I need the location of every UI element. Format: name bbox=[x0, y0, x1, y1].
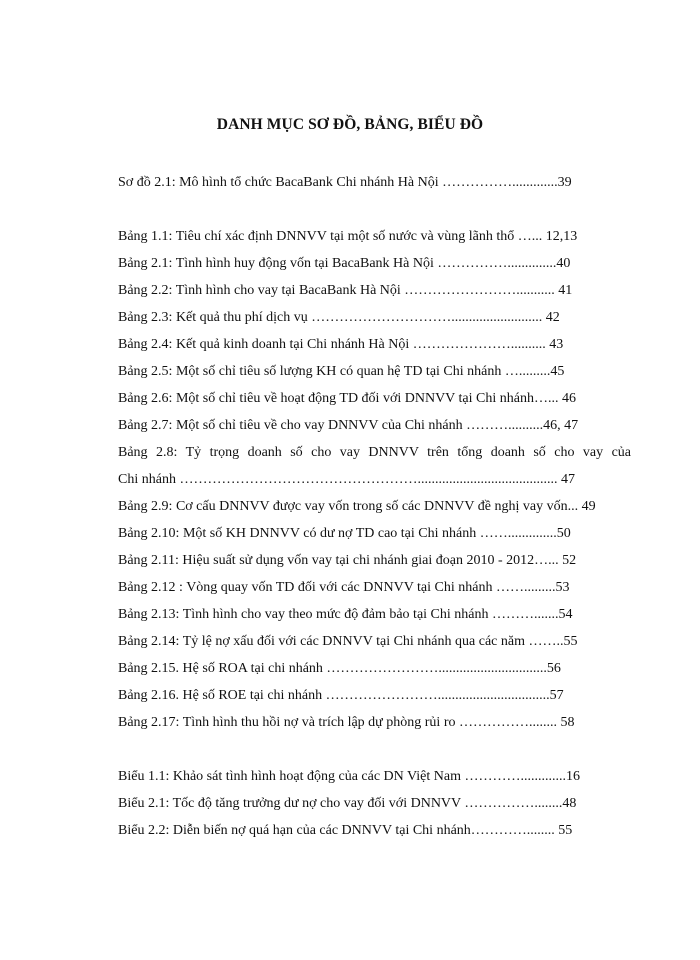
toc-entry-chart: Biểu 2.2: Diễn biến nợ quá hạn của các DNNVV tại Chi nhánh…………........ 55 bbox=[118, 823, 573, 838]
toc-entry-table: Bảng 2.9: Cơ cấu DNNVV được vay vốn trong số các DNNVV đề nghị vay vốn... 49 bbox=[118, 499, 596, 514]
toc-entry-chart: Biểu 2.1: Tốc độ tăng trưởng dư nợ cho vay đối với DNNVV ……………........48 bbox=[118, 796, 577, 811]
toc-entry-table: Bảng 2.5: Một số chỉ tiêu số lượng KH có quan hệ TD tại Chi nhánh ….........45 bbox=[118, 364, 565, 379]
toc-entry-table-continuation: Chi nhánh ……………………………………………........................................ 47 bbox=[118, 472, 575, 487]
toc-entry-table: Bảng 2.13: Tình hình cho vay theo mức độ đảm bảo tại Chi nhánh ……….......54 bbox=[118, 607, 573, 622]
toc-entry-table: Bảng 2.17: Tình hình thu hồi nợ và trích lập dự phòng rủi ro ……………........ 58 bbox=[118, 715, 575, 730]
toc-entry-table: Bảng 2.3: Kết quả thu phí dịch vụ ………………………….......................... 42 bbox=[118, 310, 560, 325]
toc-entry-diagram: Sơ đồ 2.1: Mô hình tổ chức BacaBank Chi nhánh Hà Nội …………….............39 bbox=[118, 175, 572, 190]
toc-entry-table: Bảng 2.16. Hệ số ROE tại chi nhánh ……………………................................57 bbox=[118, 688, 564, 703]
toc-entry-table: Bảng 2.4: Kết quả kinh doanh tại Chi nhánh Hà Nội ………………….......... 43 bbox=[118, 337, 564, 352]
toc-entry-table: Bảng 2.12 : Vòng quay vốn TD đối với các DNNVV tại Chi nhánh …….........53 bbox=[118, 580, 570, 595]
toc-entry-table: Bảng 2.10: Một số KH DNNVV có dư nợ TD cao tại Chi nhánh ……..............50 bbox=[118, 526, 571, 541]
page-title: DANH MỤC SƠ ĐỒ, BẢNG, BIỂU ĐỒ bbox=[216, 116, 484, 133]
toc-entry-table: Bảng 1.1: Tiêu chí xác định DNNVV tại một số nước và vùng lãnh thổ …... 12,13 bbox=[118, 229, 578, 244]
toc-entry-table: Bảng 2.2: Tình hình cho vay tại BacaBank Hà Nội ……………………........... 41 bbox=[118, 283, 573, 298]
toc-entry-table: Bảng 2.7: Một số chỉ tiêu về cho vay DNNVV của Chi nhánh ………..........46, 47 bbox=[118, 418, 579, 433]
toc-entry-table: Bảng 2.1: Tình hình huy động vốn tại BacaBank Hà Nội ……………..............40 bbox=[118, 256, 571, 271]
toc-entry-table: Bảng 2.15. Hệ số ROA tại chi nhánh ……………………...............................56 bbox=[118, 661, 561, 676]
toc-entry-table: Bảng 2.14: Tỷ lệ nợ xấu đối với các DNNVV tại Chi nhánh qua các năm ……..55 bbox=[118, 634, 578, 649]
toc-entry-table: Bảng 2.8: Tỷ trọng doanh số cho vay DNNVV trên tổng doanh số cho vay của bbox=[118, 445, 631, 460]
toc-entry-table: Bảng 2.6: Một số chỉ tiêu về hoạt động TD đối với DNNVV tại Chi nhánh…... 46 bbox=[118, 391, 576, 406]
toc-entry-chart: Biểu 1.1: Khảo sát tình hình hoạt động của các DN Việt Nam ………….............16 bbox=[118, 769, 580, 784]
toc-entry-table: Bảng 2.11: Hiệu suất sử dụng vốn vay tại chi nhánh giai đoạn 2010 - 2012…... 52 bbox=[118, 553, 577, 568]
